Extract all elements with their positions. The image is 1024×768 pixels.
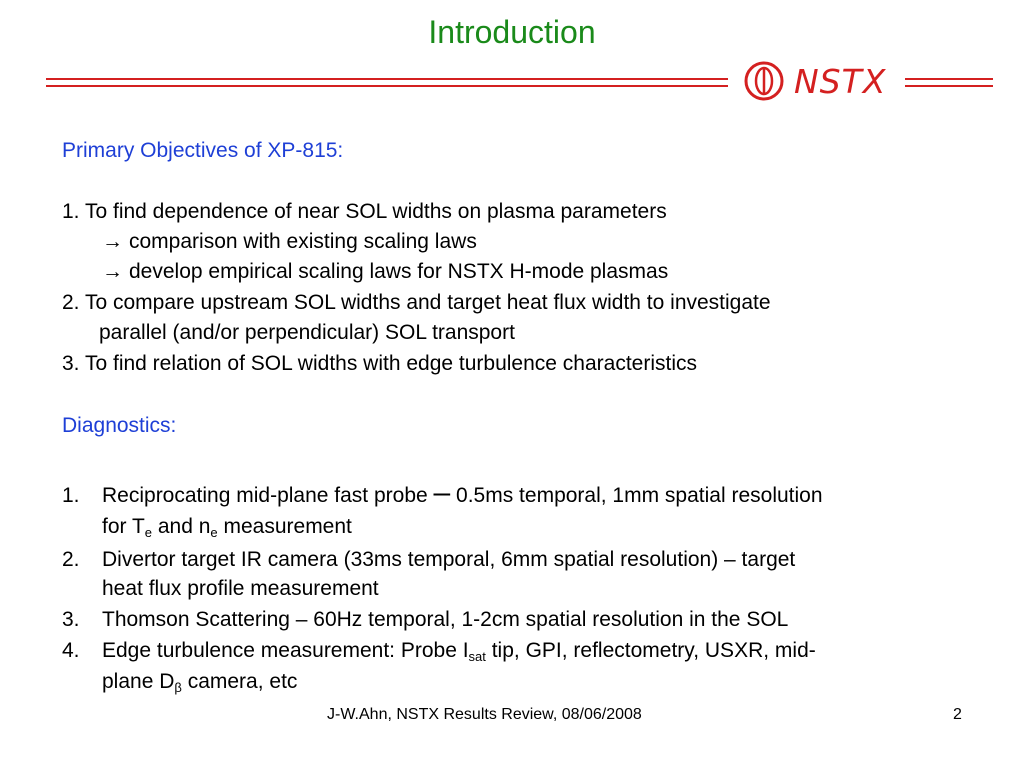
right-arrow-icon: → bbox=[102, 260, 123, 283]
diagnostic-item-1-cont bbox=[102, 512, 352, 542]
diagnostic-text: camera, etc bbox=[181, 670, 298, 693]
header-rule-right-top bbox=[905, 78, 993, 80]
diagnostic-item-2 bbox=[62, 545, 795, 575]
header-rule-left-bottom bbox=[46, 85, 728, 87]
objective-item-3: 3. To find relation of SOL widths with edge turbulence characteristics bbox=[62, 352, 698, 375]
diagnostic-text: tip, GPI, reflectometry, USXR, mid- bbox=[485, 639, 816, 662]
list-number: 2. bbox=[62, 548, 80, 571]
diagnostic-item-2-cont: heat flux profile measurement bbox=[102, 577, 379, 600]
diagnostic-item-4-cont bbox=[102, 667, 297, 697]
diagnostic-text: Divertor target IR camera (33ms temporal, 6mm spatial resolution) – target bbox=[102, 548, 796, 571]
objective-sub-text: develop empirical scaling laws for NSTX H-mode plasmas bbox=[129, 260, 669, 283]
diagnostic-item-1 bbox=[62, 476, 823, 511]
diagnostics-heading: Diagnostics: bbox=[62, 414, 177, 437]
footer-page-number: 2 bbox=[953, 706, 962, 723]
diagnostic-text: for T bbox=[102, 515, 145, 538]
nstx-logo-icon bbox=[744, 61, 784, 101]
list-number: 4. bbox=[62, 639, 80, 662]
dash-glyph: – bbox=[433, 476, 451, 509]
objective-item-2-line-2: parallel (and/or perpendicular) SOL transport bbox=[99, 321, 515, 344]
footer-author-date: J-W.Ahn, NSTX Results Review, 08/06/2008 bbox=[327, 706, 642, 723]
diagnostic-text: Reciprocating mid-plane fast probe bbox=[102, 484, 434, 507]
diagnostic-item-4 bbox=[62, 636, 816, 666]
list-number: 1. bbox=[62, 484, 80, 507]
objective-item-1-sub-2 bbox=[102, 257, 668, 287]
slide-title: Introduction bbox=[428, 14, 596, 50]
objective-item-1-sub-1 bbox=[102, 227, 477, 257]
objective-item-1: 1. To find dependence of near SOL widths on plasma parameters bbox=[62, 200, 667, 223]
objectives-heading: Primary Objectives of XP-815: bbox=[62, 139, 344, 162]
diagnostic-text: 0.5ms temporal, 1mm spatial resolution bbox=[450, 484, 823, 507]
list-number: 3. bbox=[62, 608, 80, 631]
header-rule-right-bottom bbox=[905, 85, 993, 87]
subscript: β bbox=[174, 680, 182, 695]
diagnostic-text: Thomson Scattering – 60Hz temporal, 1-2cm spatial resolution in the SOL bbox=[102, 608, 789, 631]
diagnostic-item-3 bbox=[62, 605, 788, 635]
diagnostic-text: measurement bbox=[217, 515, 352, 538]
header-rule-left-top bbox=[46, 78, 728, 80]
subscript: e bbox=[210, 525, 218, 540]
subscript: sat bbox=[468, 649, 486, 664]
diagnostic-text: plane D bbox=[102, 670, 175, 693]
nstx-logo-text: NSTX bbox=[794, 62, 887, 101]
objective-sub-text: comparison with existing scaling laws bbox=[129, 230, 477, 253]
right-arrow-icon: → bbox=[102, 230, 123, 253]
diagnostic-text: and n bbox=[152, 515, 211, 538]
subscript: e bbox=[144, 525, 153, 540]
diagnostic-text: Edge turbulence measurement: Probe I bbox=[102, 639, 469, 662]
objective-item-2-line-1: 2. To compare upstream SOL widths and target heat flux width to investigate bbox=[62, 291, 771, 314]
